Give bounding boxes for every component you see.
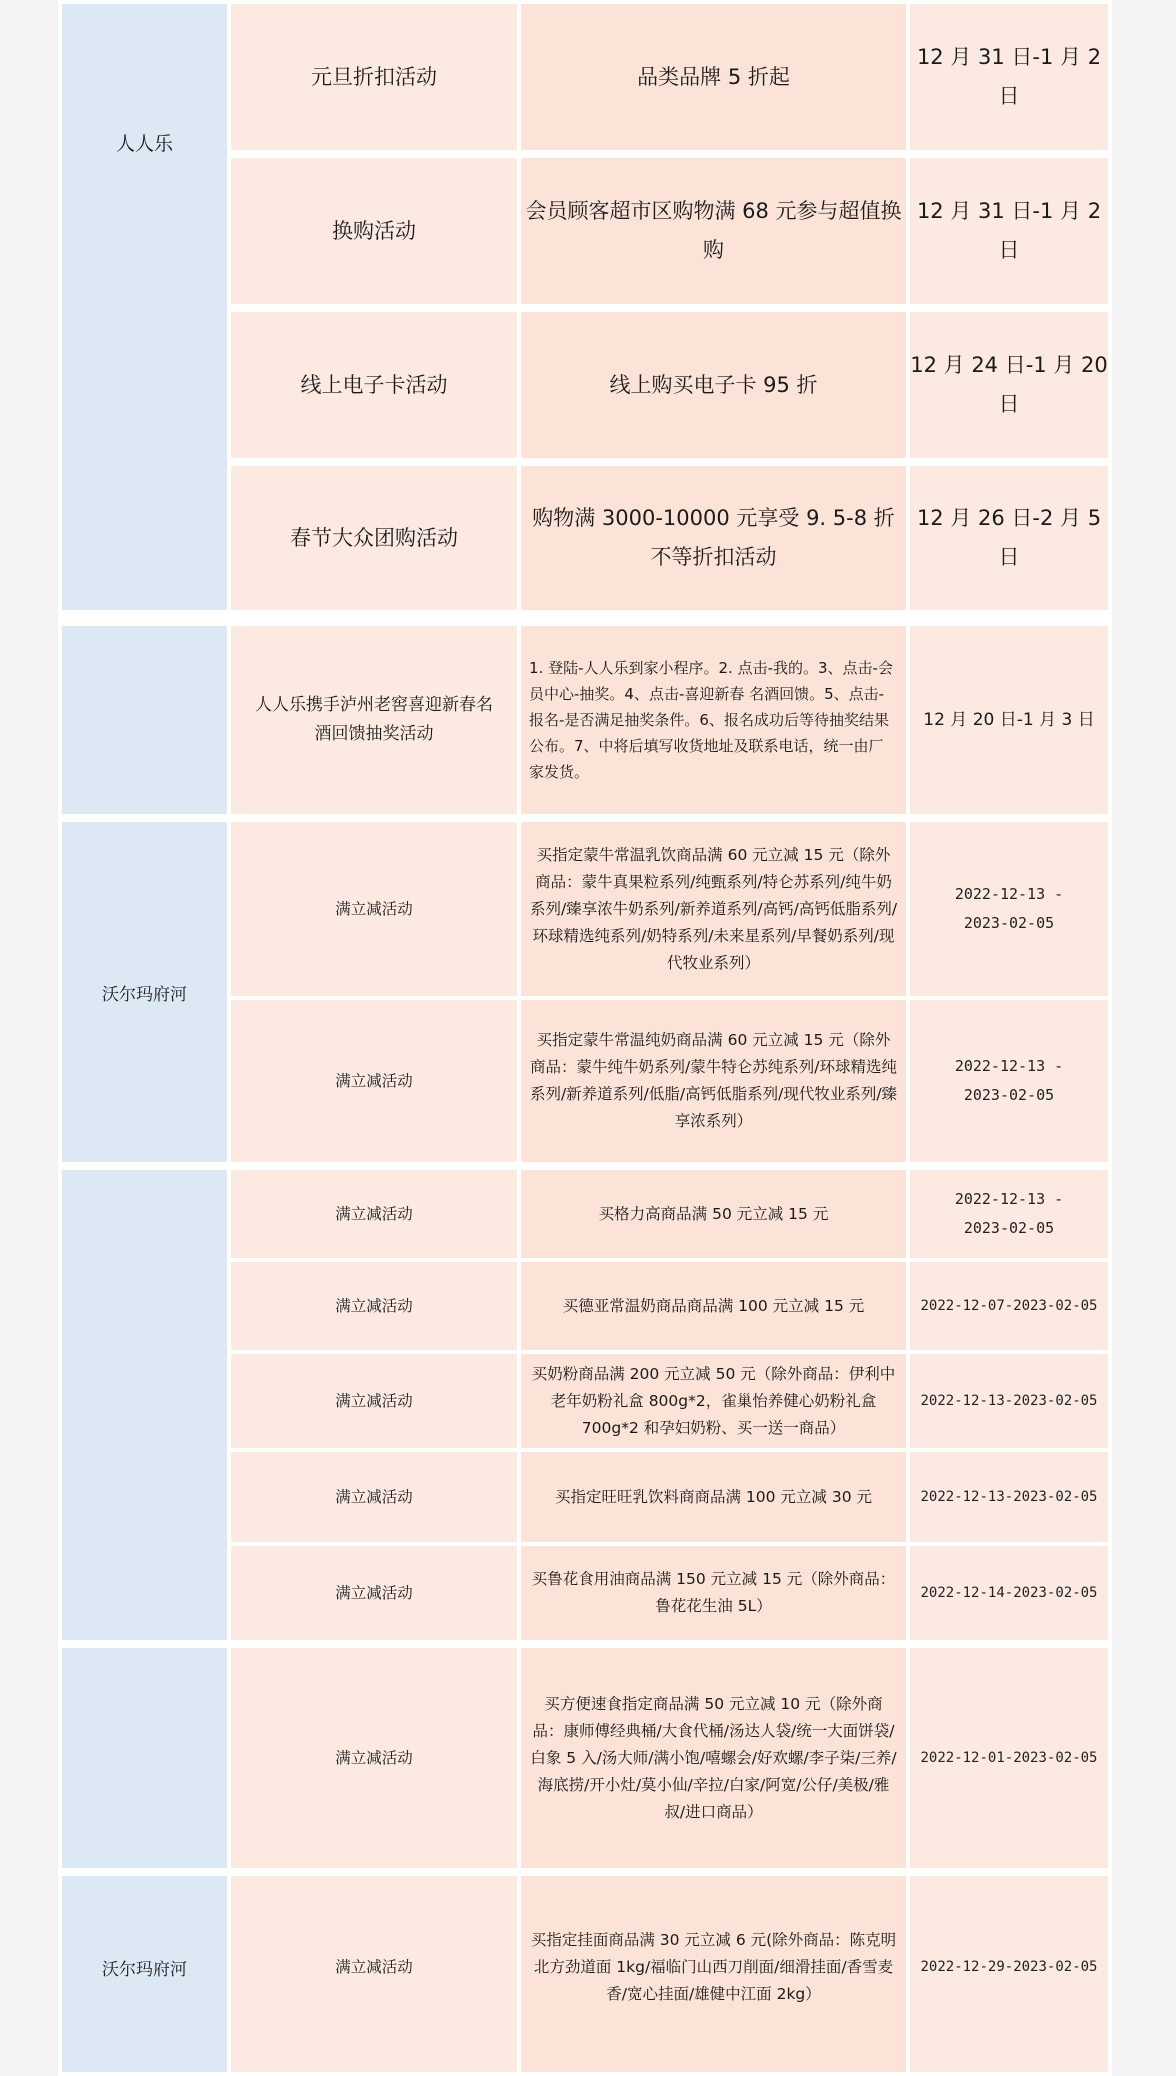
activity-name-cell: 元旦折扣活动 [231, 4, 517, 150]
activity-date-cell: 2022-12-07-2023-02-05 [910, 1262, 1108, 1350]
activity-name-cell: 满立减活动 [231, 1546, 517, 1640]
store-group [58, 622, 1112, 818]
activity-date-cell: 2022-12-01-2023-02-05 [910, 1648, 1108, 1868]
activity-name-cell: 满立减活动 [231, 1648, 517, 1868]
activity-date-cell: 12 月 31 日-1 月 2 日 [910, 158, 1108, 304]
activity-date-cell: 2022-12-29-2023-02-05 [910, 1876, 1108, 2072]
activity-description-cell: 买方便速食指定商品满 50 元立减 10 元（除外商品：康师傅经典桶/大食代桶/汤达人袋/统一大面饼袋/白象 5 入/汤大师/满小饱/嘻螺会/好欢螺/李子柒/三养/海底捞/开小灶/莫小仙/辛拉/白家/阿宽/公仔/美极/雅叔/进口商品） [521, 1648, 906, 1868]
activity-name-cell: 线上电子卡活动 [231, 312, 517, 458]
activity-date-cell: 12 月 31 日-1 月 2 日 [910, 4, 1108, 150]
store-group [58, 1166, 1112, 1644]
activity-date-cell: 12 月 26 日-2 月 5 日 [910, 466, 1108, 610]
store-name-cell [62, 1648, 227, 1868]
activity-description-cell: 买指定蒙牛常温纯奶商品满 60 元立减 15 元（除外商品：蒙牛纯牛奶系列/蒙牛特仑苏纯系列/环球精选纯系列/新养道系列/低脂/高钙低脂系列/现代牧业系列/臻享浓系列） [521, 1000, 906, 1162]
activity-description-cell: 1. 登陆-人人乐到家小程序。2. 点击-我的。3、点击-会员中心-抽奖。4、点击-喜迎新春 名酒回馈。5、点击-报名-是否满足抽奖条件。6、报名成功后等待抽奖结果公布。7、中将后填写收货地址及联系电话，统一由厂家发货。 [521, 626, 906, 814]
activity-name-cell: 满立减活动 [231, 1452, 517, 1542]
activity-name-cell: 春节大众团购活动 [231, 466, 517, 610]
store-name-cell: 沃尔玛府河 [62, 1876, 227, 2072]
store-name-cell [62, 1170, 227, 1640]
store-group [58, 0, 1112, 614]
store-group [58, 1872, 1112, 2076]
store-name-cell [62, 626, 227, 814]
activity-date-cell: 2022-12-13 - 2023-02-05 [910, 1000, 1108, 1162]
promotion-table [58, 0, 1112, 2076]
activity-name-cell: 满立减活动 [231, 822, 517, 996]
store-name-cell: 人人乐 [62, 4, 227, 610]
activity-description-cell: 线上购买电子卡 95 折 [521, 312, 906, 458]
activity-date-cell: 12 月 24 日-1 月 20 日 [910, 312, 1108, 458]
activity-date-cell: 2022-12-13-2023-02-05 [910, 1452, 1108, 1542]
activity-date-cell: 2022-12-13 - 2023-02-05 [910, 1170, 1108, 1258]
activity-description-cell: 购物满 3000-10000 元享受 9. 5-8 折不等折扣活动 [521, 466, 906, 610]
activity-name-cell: 满立减活动 [231, 1170, 517, 1258]
activity-description-cell: 买格力高商品满 50 元立减 15 元 [521, 1170, 906, 1258]
activity-description-cell: 买指定蒙牛常温乳饮商品满 60 元立减 15 元（除外商品：蒙牛真果粒系列/纯甄系列/特仑苏系列/纯牛奶系列/臻享浓牛奶系列/新养道系列/高钙/高钙低脂系列/环球精选纯系列/奶特系列/未来星系列/早餐奶系列/现代牧业系列） [521, 822, 906, 996]
activity-date-cell: 2022-12-13-2023-02-05 [910, 1354, 1108, 1448]
activity-date-cell: 2022-12-13 - 2023-02-05 [910, 822, 1108, 996]
activity-description-cell: 买奶粉商品满 200 元立减 50 元（除外商品：伊利中老年奶粉礼盒 800g*2，雀巢怡养健心奶粉礼盒 700g*2 和孕妇奶粉、买一送一商品） [521, 1354, 906, 1448]
activity-description-cell: 买鲁花食用油商品满 150 元立减 15 元（除外商品：鲁花花生油 5L） [521, 1546, 906, 1640]
activity-name-cell: 满立减活动 [231, 1000, 517, 1162]
activity-description-cell: 品类品牌 5 折起 [521, 4, 906, 150]
activity-name-cell: 换购活动 [231, 158, 517, 304]
activity-date-cell: 2022-12-14-2023-02-05 [910, 1546, 1108, 1640]
activity-name-cell: 人人乐携手泸州老窖喜迎新春名酒回馈抽奖活动 [231, 626, 517, 814]
activity-date-cell: 12 月 20 日-1 月 3 日 [910, 626, 1108, 814]
activity-description-cell: 买德亚常温奶商品商品满 100 元立减 15 元 [521, 1262, 906, 1350]
store-group [58, 818, 1112, 1166]
activity-name-cell: 满立减活动 [231, 1876, 517, 2072]
activity-name-cell: 满立减活动 [231, 1354, 517, 1448]
activity-description-cell: 买指定挂面商品满 30 元立减 6 元(除外商品：陈克明北方劲道面 1kg/福临门山西刀削面/细滑挂面/香雪麦香/宽心挂面/雄健中江面 2kg） [521, 1876, 906, 2072]
activity-name-cell: 满立减活动 [231, 1262, 517, 1350]
activity-description-cell: 会员顾客超市区购物满 68 元参与超值换购 [521, 158, 906, 304]
store-group [58, 1644, 1112, 1872]
activity-description-cell: 买指定旺旺乳饮料商商品满 100 元立减 30 元 [521, 1452, 906, 1542]
store-name-cell: 沃尔玛府河 [62, 822, 227, 1162]
